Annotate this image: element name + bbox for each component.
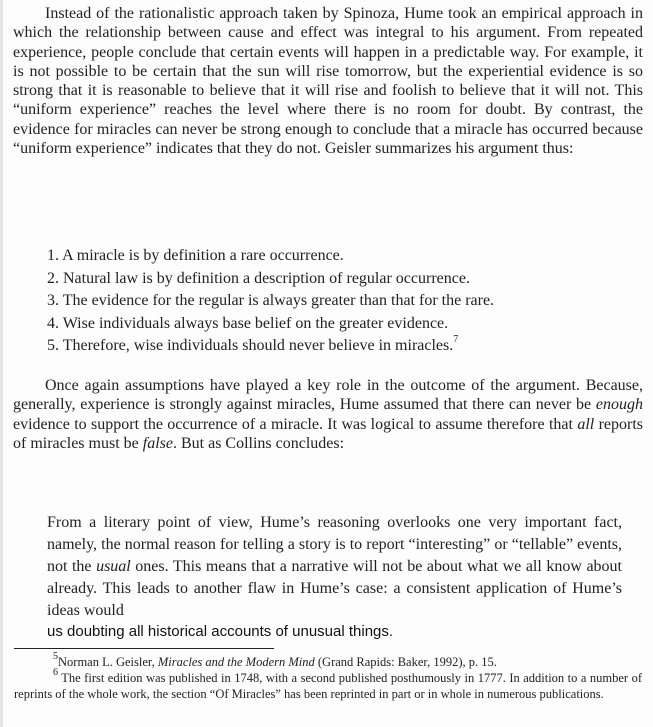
footnote-number: 6 (53, 666, 58, 678)
book-title: Miracles and the Modern Mind (157, 655, 315, 669)
footnote-rule (14, 648, 274, 649)
emphasis: all (577, 415, 595, 433)
footnote-6: $^6$ The first edition was published in 1748, with a second published posthumously in 1777. In addition to a number of reprints of the whole work, the section “Of Miracles” has been reprinted in part or in whole in numerous publications. (14, 666, 642, 701)
typed-annotation: us doubting all historical accounts of unusual things. (47, 623, 394, 640)
block-quote-collins: From a literary point of view, Hume’s reasoning overlooks one very important fact, namely, the normal reason for telling a story is to report “interesting” or “tellable” events, not the usual ones. This means that a narrative will not be about what we all know about already. This leads to another flaw in Hume’s case: a consistent application of Hume’s ideas would (47, 514, 622, 619)
list-item: 4. Wise individuals always base belief on the greater evidence. (47, 314, 449, 332)
emphasis: enough (595, 396, 643, 414)
emphasis: false (142, 434, 173, 452)
emphasis: usual (96, 558, 131, 575)
list-item: 2. Natural law is by definition a description of regular occurrence. (47, 269, 470, 287)
list-item: 1. A miracle is by definition a rare occurrence. (47, 247, 344, 264)
list-item-text: 5. Therefore, wise individuals should never believe in miracles. (47, 337, 454, 354)
geisler-argument-list (47, 245, 607, 358)
footnote-number: 5 (53, 650, 58, 662)
footnote-5: $^5$Norman L. Geisler, Miracles and the Modern Mind (Grand Rapids: Baker, 1992), p. 15. (53, 650, 497, 669)
paragraph-hume-empirical: Instead of the rationalistic approach taken by Spinoza, Hume took an empirical approach in which the relationship between cause and effect was integral to his argument. From repeated experience, people conclude that certain events will happen in a predictable way. For example, it is not possible to be certain that the sun will rise tomorrow, but the experiential evidence is so strong that it is reasonable to believe that it will rise and foolish to believe that it will not. This “uniform experience” reaches the level where there is no room for doubt. By contrast, the evidence for miracles can never be strong enough to conclude that a miracle has occurred because “uniform experience” indicates that they do not. Geisler summarizes his argument thus: (13, 5, 643, 158)
footnote-marker: 7 (453, 333, 459, 345)
list-item: 3. The evidence for the regular is always greater than that for the rare. (47, 292, 495, 309)
paragraph-assumptions: Once again assumptions have played a key role in the outcome of the argument. Because, generally, experience is strongly against miracles, Hume assumed that there can never be enough evidence to support the occurrence of a miracle. It was logical to assume therefore that all reports of miracles must be false. But as Collins concludes: (13, 377, 643, 452)
list-item (47, 335, 607, 358)
scan-edge (0, 0, 3, 727)
